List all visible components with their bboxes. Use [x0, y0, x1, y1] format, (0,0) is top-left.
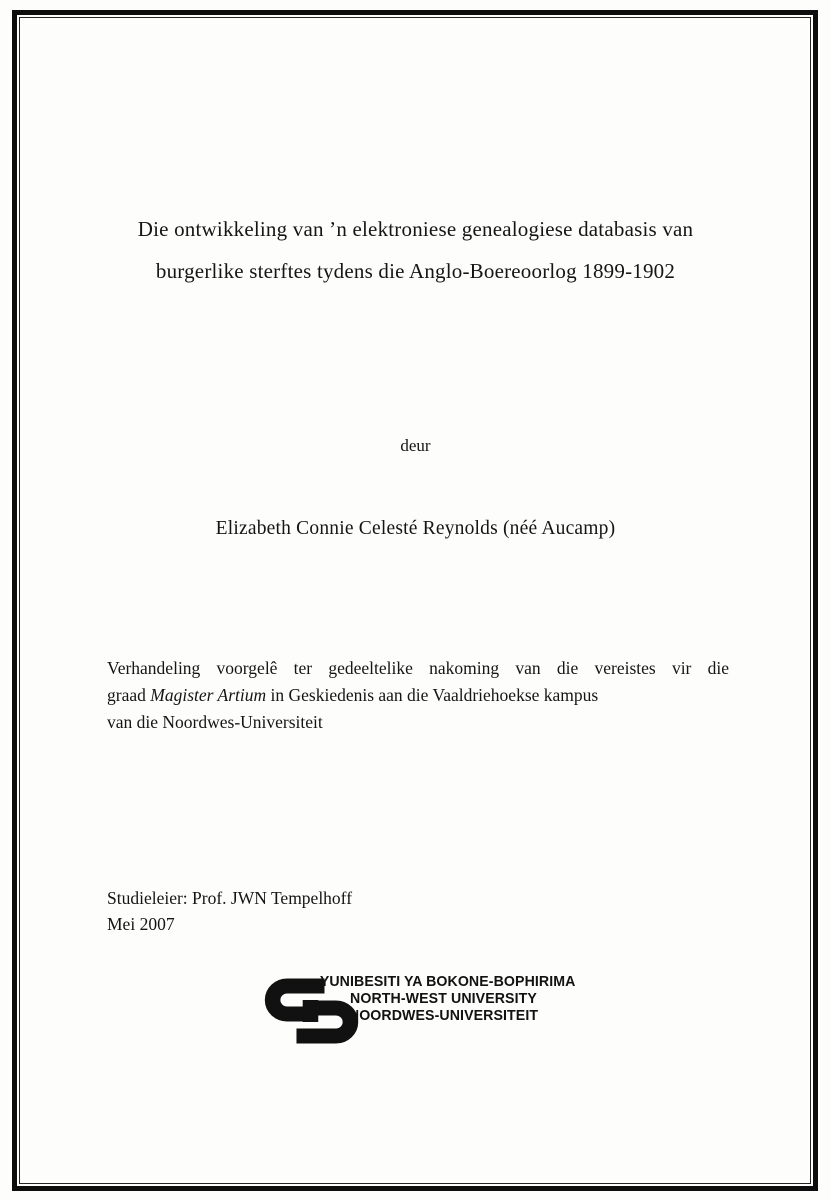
- degree-statement-line-2-post: in Geskiedenis aan die Vaaldriehoekse kampus: [266, 685, 599, 705]
- logo-text-line-1: YUNIBESITI YA BOKONE-BOPHIRIMA: [319, 974, 576, 990]
- university-logo: [256, 971, 576, 1053]
- byline-label: deur: [400, 436, 431, 455]
- degree-statement-line-2-pre: graad: [107, 685, 151, 705]
- university-logo-text: [319, 974, 576, 1025]
- degree-statement-line-1: Verhandeling voorgelê ter gedeeltelike nakoming van die vereistes vir die: [107, 658, 729, 678]
- thesis-title-line-1: Die ontwikkeling van ’n elektroniese genealogiese databasis van: [137, 217, 694, 241]
- thesis-title: [88, 208, 743, 292]
- author-name: Elizabeth Connie Celesté Reynolds (néé Aucamp): [215, 518, 616, 539]
- thesis-title-line-2: burgerlike sterftes tydens die Anglo-Boereoorlog 1899-1902: [155, 259, 676, 283]
- degree-statement-line-3: van die Noordwes-Universiteit: [107, 712, 323, 732]
- supervisor-line: Studieleier: Prof. JWN Tempelhoff: [107, 888, 353, 908]
- date-line: Mei 2007: [107, 914, 175, 934]
- degree-statement: [107, 655, 729, 736]
- footer-details: [107, 885, 352, 937]
- logo-text-line-3: NOORDWES-UNIVERSITEIT: [348, 1008, 539, 1024]
- degree-statement-line-2: [107, 682, 729, 709]
- degree-name-italic: Magister Artium: [150, 685, 267, 705]
- logo-text-line-2: NORTH-WEST UNIVERSITY: [350, 991, 537, 1007]
